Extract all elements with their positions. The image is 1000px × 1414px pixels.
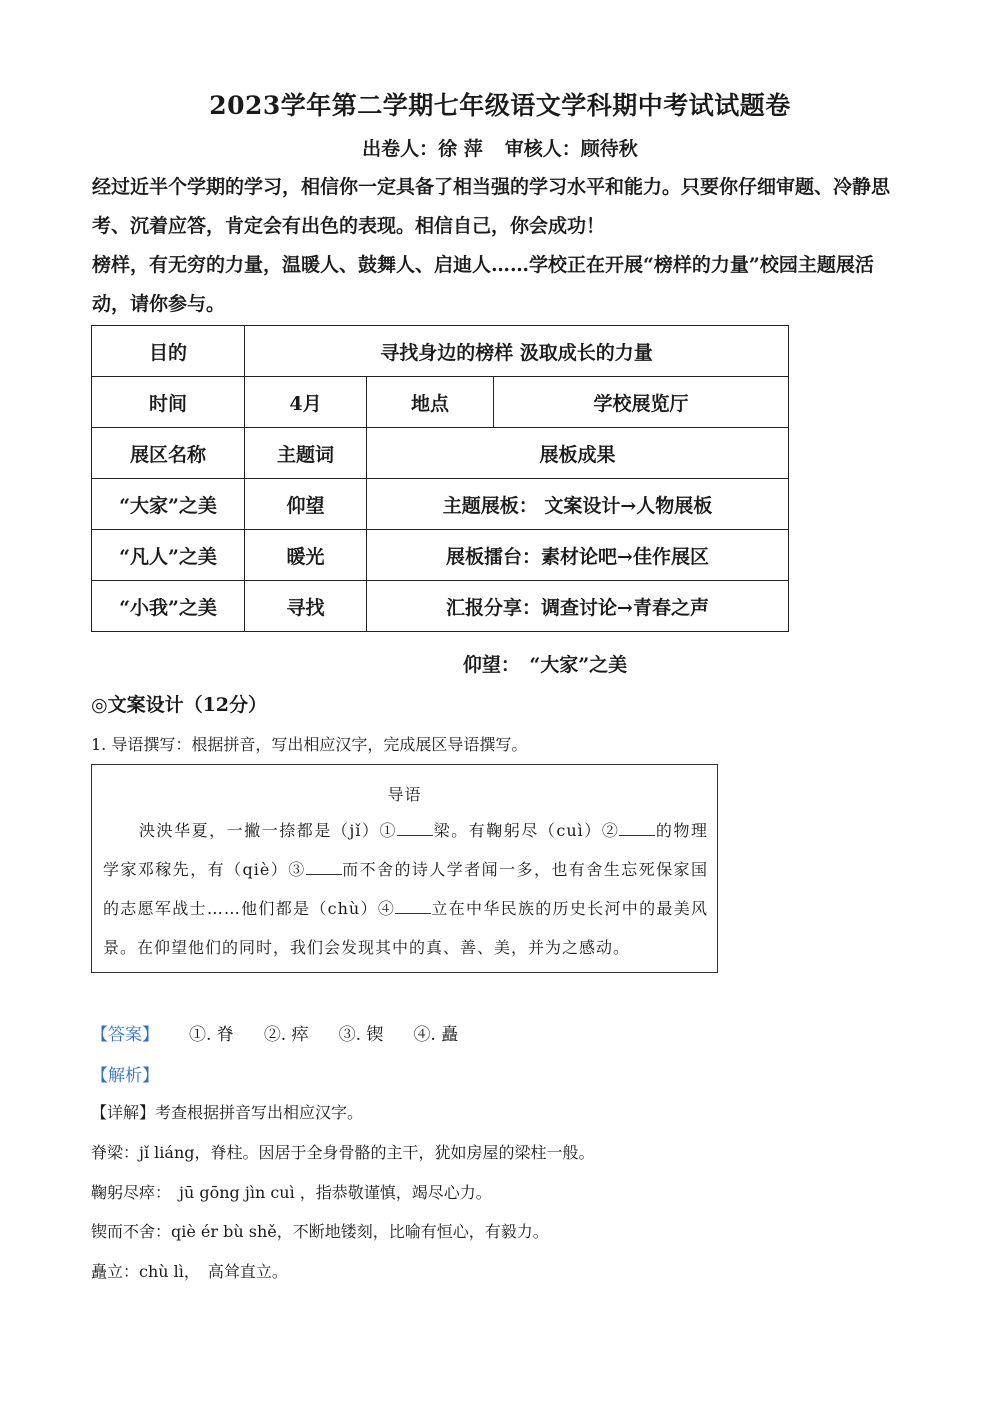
answer-item: ①. 脊	[189, 1025, 234, 1045]
fill-blank-2	[619, 821, 655, 836]
table-row	[92, 479, 789, 530]
place-value: 学校展览厅	[494, 377, 789, 428]
purpose-label: 目的	[92, 326, 245, 377]
place-label: 地点	[367, 377, 494, 428]
fill-blank-3	[306, 860, 342, 875]
zone-result: 展板擂台：素材论吧→佳作展区	[367, 530, 789, 581]
guide-segment: 而不舍的诗人学者闻一多，也有舍生忘死保家国的志愿军战士……他们都是（chù）④	[103, 860, 708, 918]
activity-plan-table	[91, 325, 789, 632]
analysis-line: 脊梁：jǐ liáng，脊柱。因居于全身骨骼的主干，犹如房屋的梁柱一般。	[91, 1143, 595, 1162]
answer-row	[91, 1020, 458, 1045]
fill-blank-1	[397, 821, 433, 836]
purpose-value: 寻找身边的榜样 汲取成长的力量	[245, 326, 789, 377]
section-heading: ◎文案设计（12分）	[91, 694, 268, 716]
activity-intro-paragraph: 榜样，有无穷的力量，温暖人、鼓舞人、启迪人……学校正在开展“榜样的力量”校园主题展活动，请你参与。	[92, 254, 874, 315]
guide-segment: 梁。有鞠躬尽（cuì）②	[433, 821, 620, 840]
zone-keyword: 寻找	[245, 581, 367, 632]
analysis-line: 锲而不舍：qiè ér bù shě，不断地镂刻，比喻有恒心，有毅力。	[91, 1222, 549, 1241]
authors-line	[0, 134, 1000, 161]
page-title: 2023学年第二学期七年级语文学科期中考试试题卷	[209, 91, 791, 120]
table-row	[92, 326, 789, 377]
guide-segment: 泱泱华夏，一撇一捺都是（jǐ）①	[139, 821, 398, 840]
zone-keyword: 仰望	[245, 479, 367, 530]
answer-tag: 【答案】	[91, 1025, 159, 1045]
zone-name: “小我”之美	[92, 581, 245, 632]
table-header-row	[92, 428, 789, 479]
column-header: 展板成果	[367, 428, 789, 479]
time-value: 4月	[245, 377, 367, 428]
zone-keyword: 暖光	[245, 530, 367, 581]
table-row	[92, 581, 789, 632]
answer-item: ③. 锲	[338, 1025, 384, 1045]
question-prompt: 1. 导语撰写：根据拼音，写出相应汉字，完成展区导语撰写。	[91, 735, 528, 754]
analysis-line: 【详解】考查根据拼音写出相应汉字。	[91, 1103, 364, 1122]
guide-segment: 立在中华民族的历史长河中的最美风景。在仰望他们的同时，我们会发现其中的真、善、美，并为之感动。	[103, 899, 708, 957]
answer-item: ②. 瘁	[263, 1025, 309, 1045]
time-label: 时间	[92, 377, 245, 428]
zone-name: “大家”之美	[92, 479, 245, 530]
guide-text-box	[91, 764, 718, 973]
answer-item: ④. 矗	[413, 1025, 459, 1045]
intro-paragraph: 经过近半个学期的学习，相信你一定具备了相当强的学习水平和能力。只要你仔细审题、冷静思考、沉着应答，肯定会有出色的表现。相信自己，你会成功！	[92, 176, 891, 237]
zone-name: “凡人”之美	[92, 530, 245, 581]
analysis-line: 鞠躬尽瘁： jū gōng jìn cuì ，指恭敬谨慎，竭尽心力。	[91, 1183, 492, 1202]
guide-title: 导语	[387, 785, 422, 804]
zone-result: 主题展板： 文案设计→人物展板	[367, 479, 789, 530]
reviewer-label: 审核人：顾待秋	[504, 138, 638, 160]
column-header: 展区名称	[92, 428, 245, 479]
guide-segment: 的物理学家邓稼先，有（qiè）③	[103, 821, 708, 879]
zone-subheading: 仰望： “大家”之美	[462, 654, 628, 676]
table-row	[92, 530, 789, 581]
author-label: 出卷人：徐 萍	[362, 138, 483, 160]
analysis-line: 矗立：chù lì， 高耸直立。	[91, 1262, 288, 1281]
table-row	[92, 377, 789, 428]
fill-blank-4	[395, 899, 431, 914]
guide-paragraph	[103, 811, 708, 967]
analysis-tag: 【解析】	[91, 1066, 159, 1086]
zone-result: 汇报分享：调查讨论→青春之声	[367, 581, 789, 632]
column-header: 主题词	[245, 428, 367, 479]
